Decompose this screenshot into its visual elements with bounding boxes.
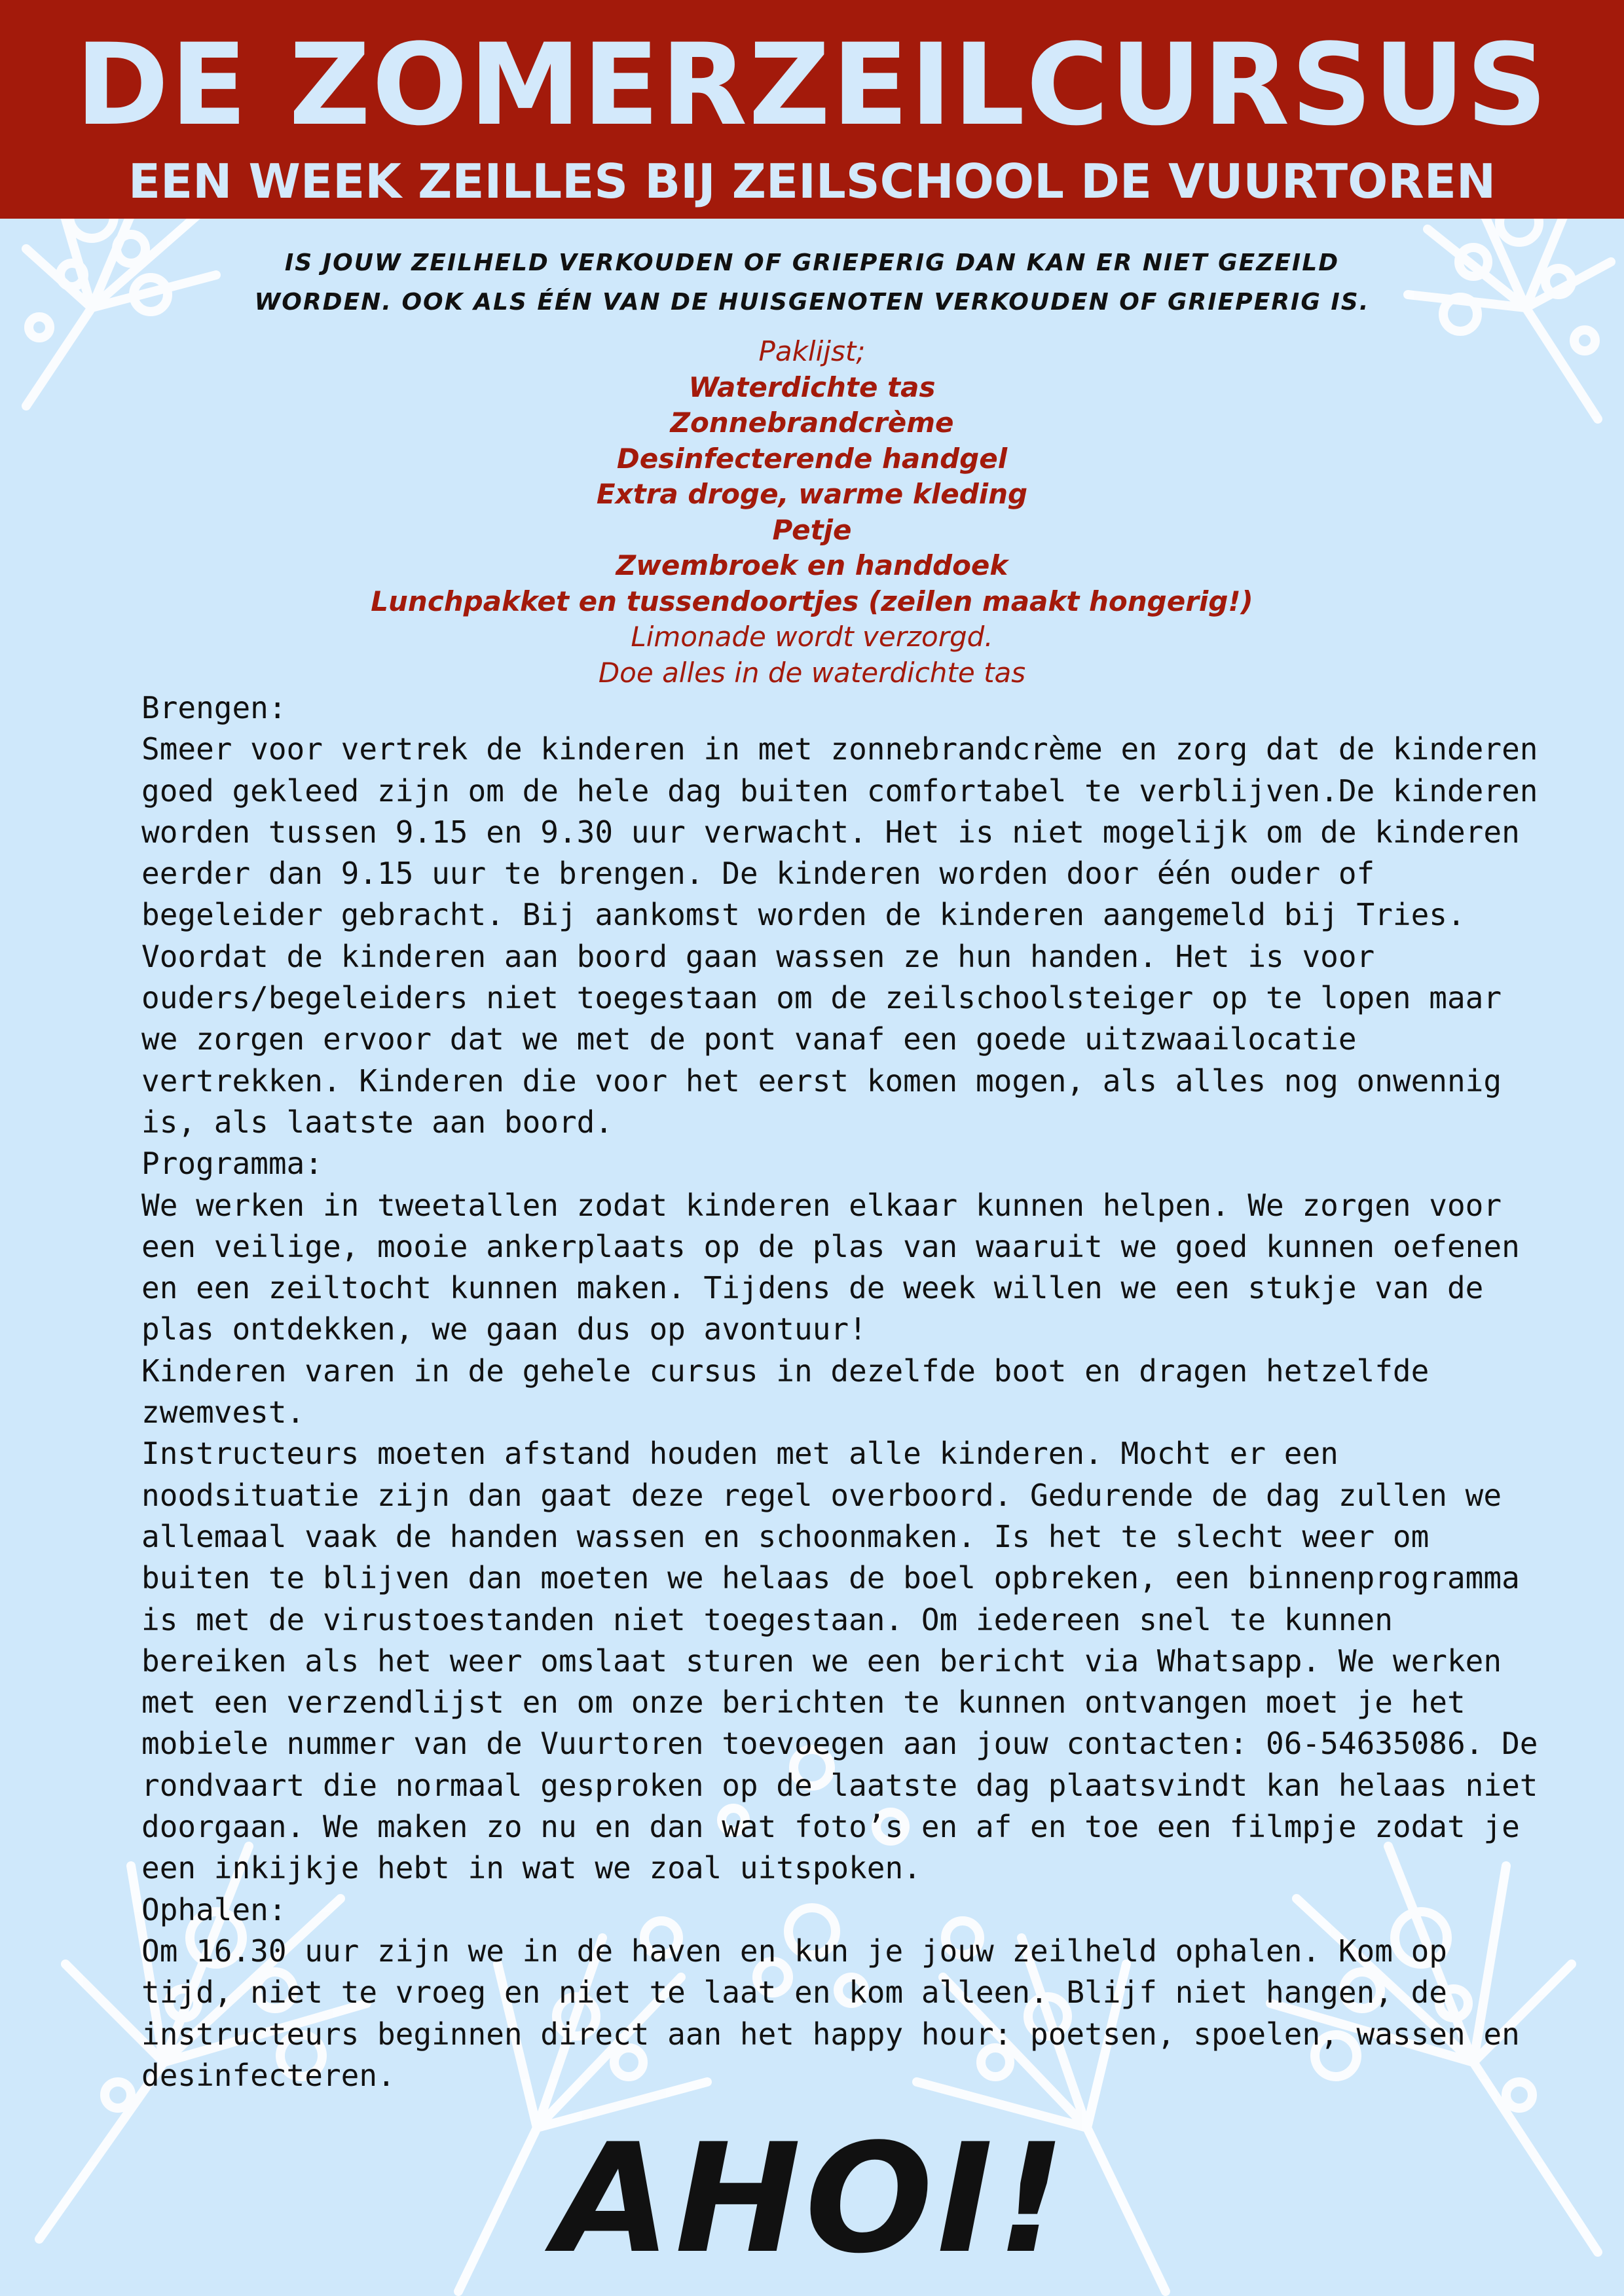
section-heading-programma: Programma: [141,1146,323,1182]
warning-line-1: IS JOUW ZEILHELD VERKOUDEN OF GRIEPERIG DAN KAN ER NIET GEZEILD [284,249,1340,276]
section-text-brengen: Smeer voor vertrek de kinderen in met zonnebrandcrème en zorg dat de kinderen goed gekleed zijn om de hele dag buiten comfortabel te verblijven.De kinderen worden tussen 9.15 en 9.30 uur verwacht. Het is niet mogelijk om de kinderen eerder dan 9.15 uur te brengen. De kinderen worden door één ouder of begeleider gebracht. Bij aankomst worden de kinderen aangemeld bij Tries. Voordat de kinderen aan boord gaan wassen ze hun handen. Het is voor ouders/begeleiders niet toegestaan om de zeilschoolsteiger op te lopen maar we zorgen ervoor dat we met de pont vanaf een goede uitzwaailocatie vertrekken. Kinderen die voor het eerst komen mogen, als alles nog onwennig is, als laatste aan boord. [141,731,1538,1140]
section-text-ophalen: Om 16.30 uur zijn we in de haven en kun je jouw zeilheld ophalen. Kom op tijd, niet te vroeg en niet te laat en kom alleen. Blijf niet hangen, de instructeurs beginnen direct aan het happy hour: poetsen, spoelen, wassen en desinfecteren. [141,1933,1520,2093]
packing-list-item: Lunchpakket en tussendoortjes (zeilen maakt hongerig!) [371,585,1253,617]
packing-list-item: Desinfecterende handgel [616,442,1008,475]
section-heading-brengen: Brengen: [141,690,287,725]
packing-list-item: Extra droge, warme kleding [596,478,1028,510]
packing-list-item: Zonnebrandcrème [670,407,954,439]
closing-greeting: AHOI! [554,2112,1070,2287]
course-info [141,687,1556,2096]
packing-list-heading: Paklijst; [758,335,866,367]
section-heading-ophalen: Ophalen: [141,1891,287,1927]
packing-list-item: Petje [772,513,852,546]
section-text-programma: Kinderen varen in de gehele cursus in dezelfde boot en dragen hetzelfde zwemvest. [141,1353,1430,1430]
packing-list-item: Zwembroek en handdoek [616,549,1008,581]
page-subtitle: EEN WEEK ZEILLES BIJ ZEILSCHOOL DE VUURTOREN [128,154,1496,209]
warning-line-2: WORDEN. OOK ALS ÉÉN VAN DE HUISGENOTEN VERKOUDEN OF GRIEPERIG IS. [254,289,1370,316]
packing-list-note: Doe alles in de waterdichte tas [598,656,1026,689]
packing-list [0,334,1624,691]
packing-list-note: Limonade wordt verzorgd. [631,621,993,653]
page-title: DE ZOMERZEILCURSUS [75,19,1549,151]
section-text-programma: We werken in tweetallen zodat kinderen elkaar kunnen helpen. We zorgen voor een veilige, mooie ankerplaats op de plas van waaruit we goed kunnen oefenen en een zeiltocht kunnen maken. Tijdens de week willen we een stukje van de plas ontdekken, we gaan dus op avontuur! [141,1187,1520,1347]
packing-list-item: Waterdichte tas [688,371,936,403]
health-warning [216,244,1408,322]
section-text-programma: Instructeurs moeten afstand houden met alle kinderen. Mocht er een noodsituatie zijn dan gaat deze regel overboord. Gedurende de dag zullen we allemaal vaak de handen wassen en schoonmaken. Is het te slecht weer om buiten te blijven dan moeten we helaas de boel opbreken, een binnenprogramma is met de virustoestanden niet toegestaan. Om iedereen snel te kunnen bereiken als het weer omslaat sturen we een bericht via Whatsapp. We werken met een verzendlijst en om onze berichten te kunnen ontvangen moet je het mobiele nummer van de Vuurtoren toevoegen aan jouw contacten: 06-54635086. De rondvaart die normaal gesproken op de laatste dag plaatsvindt kan helaas niet doorgaan. We maken zo nu en dan wat foto’s en af en toe een filmpje zodat je een inkijkje hebt in wat we zoal uitspoken. [141,1436,1538,1886]
